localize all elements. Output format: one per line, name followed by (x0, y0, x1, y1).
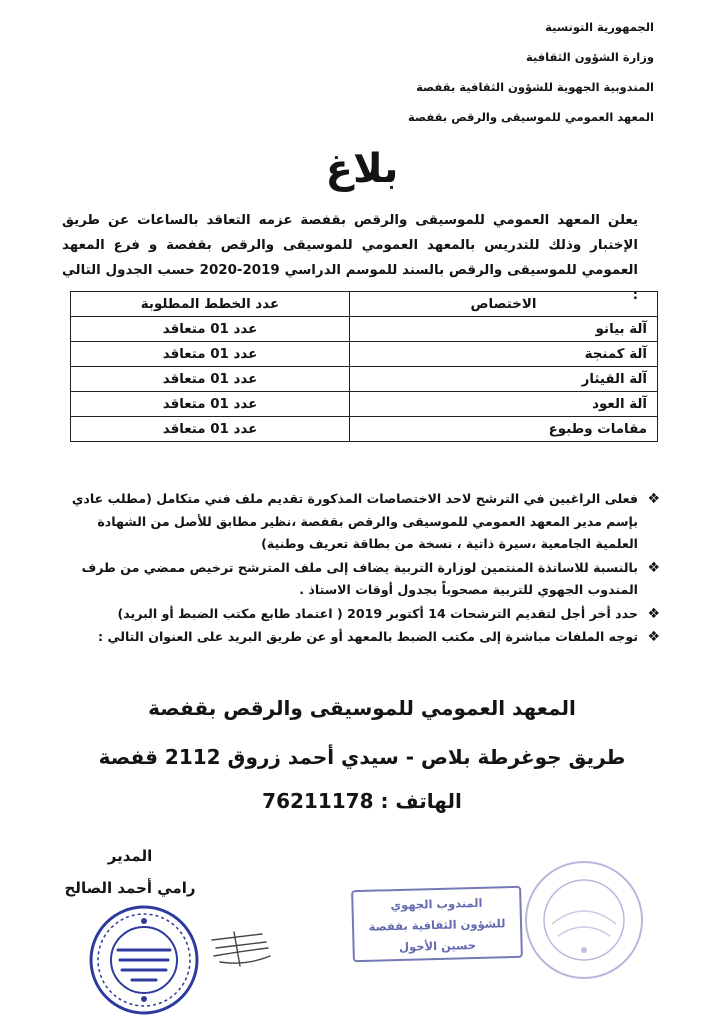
list-item (56, 488, 664, 556)
list-item (56, 557, 664, 602)
specialties-table (70, 291, 658, 442)
letterhead-ministry: وزارة الشؤون الثقافية (525, 50, 654, 64)
cell-count: عدد 01 متعاقد (71, 342, 350, 367)
cell-count: عدد 01 متعاقد (71, 367, 350, 392)
conditions-list (56, 488, 664, 650)
table-header-row (71, 292, 658, 317)
stamp-line: للشؤون الثقافية بقفصة (368, 916, 506, 934)
table-row (71, 417, 658, 442)
letterhead (314, 12, 654, 132)
signature-scribble (206, 922, 276, 972)
stamp-line: حسين الأحول (398, 937, 477, 954)
institute-round-stamp (88, 904, 200, 1016)
diamond-bullet-icon: ❖ (647, 629, 660, 645)
cell-specialty: آلة كمنجة (350, 342, 658, 367)
cell-specialty: مقامات وطبوع (350, 417, 658, 442)
table-row (71, 342, 658, 367)
list-item-text: فعلى الراغبين في الترشح لاحد الاختصاصات المذكورة تقديم ملف فني متكامل (مطلب عادي بإسم مدير المعهد العمومي للموسيقى والرقص بقفصة ،نظير مطابق للأصل من الشهادة العلمية الجامعية ،سيرة ذاتية ، نسخة من بطاقة تعريف وطنية) (71, 491, 638, 551)
list-item-text: توجه الملفات مباشرة إلى مكتب الضبط بالمعهد أو عن طريق البريد على العنوان التالي : (98, 629, 638, 644)
director-name: رامي أحمد الصالح (64, 879, 196, 897)
diamond-bullet-icon: ❖ (647, 559, 660, 576)
header-count: عدد الخطط المطلوبة (71, 292, 350, 317)
page-title: بلاغ (325, 146, 399, 192)
address-phone: الهاتف : 76211178 (262, 789, 462, 813)
table-row (71, 317, 658, 342)
table-row (71, 367, 658, 392)
cell-specialty: آلة القيثار (350, 367, 658, 392)
faded-round-stamp (522, 858, 646, 982)
regional-delegate-stamp (351, 886, 523, 962)
director-title: المدير (107, 847, 153, 865)
list-item (56, 626, 664, 649)
letterhead-institute: المعهد العمومي للموسيقى والرقص بقفصة (408, 110, 654, 124)
letterhead-republic: الجمهورية التونسية (545, 20, 654, 34)
cell-specialty: آلة العود (350, 392, 658, 417)
cell-count: عدد 01 متعاقد (71, 392, 350, 417)
diamond-bullet-icon: ❖ (647, 491, 660, 507)
list-item-text: حدد أخر أجل لتقديم الترشحات 14 أكتوبر 2019 ( اعتماد طابع مكتب الضبط أو البريد) (117, 605, 638, 621)
letterhead-delegation: المندوبية الجهوية للشؤون الثقافية بقفصة (416, 80, 654, 94)
list-item-text: بالنسبة للاساتذة المنتمين لوزارة التربية يضاف إلى ملف المترشح ترخيص ممضي من طرف المندوب الجهوي للتربية مصحوباً بجدول أوقات الاستاذ . (81, 559, 638, 597)
diamond-bullet-icon: ❖ (647, 605, 660, 622)
director-block (60, 840, 200, 904)
stamp-line: المندوب الجهوي (390, 895, 483, 913)
cell-specialty: آلة بيانو (350, 317, 658, 342)
intro-paragraph: يعلن المعهد العمومي للموسيقى والرقص بقفصة عزمه التعاقد بالساعات عن طريق الإختبار وذلك للتدريس بالمعهد العمومي للموسيقى والرقص بقفصة و فرع المعهد العمومي للموسيقى والرقص بالسند للموسم الدراسي 2019-2020 حسب الجدول التالي : (62, 213, 638, 303)
address-street: طريق جوغرطة بلاص - سيدي أحمد زروق 2112 قفصة (98, 745, 626, 769)
table-row (71, 392, 658, 417)
list-item (56, 603, 664, 626)
header-specialty: الاختصاص (350, 292, 658, 317)
cell-count: عدد 01 متعاقد (71, 417, 350, 442)
address-institute-name: المعهد العمومي للموسيقى والرقص بقفصة (148, 696, 576, 720)
address-block (0, 696, 724, 818)
cell-count: عدد 01 متعاقد (71, 317, 350, 342)
